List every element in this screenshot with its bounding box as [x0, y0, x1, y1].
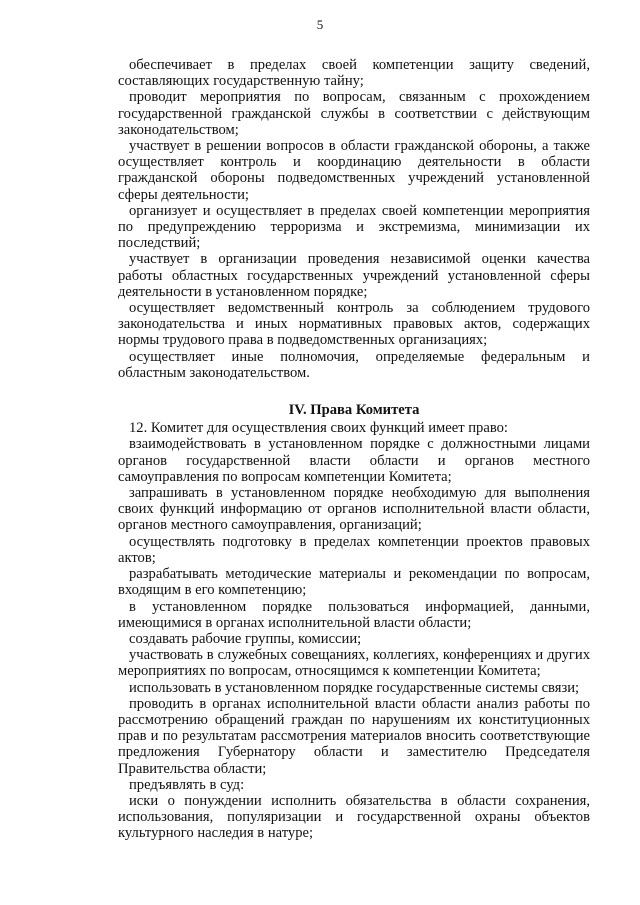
paragraph: разрабатывать методические материалы и рекомендации по вопросам, входящим в его компетенцию; — [118, 566, 590, 599]
paragraph: проводить в органах исполнительной власти области анализ работы по рассмотрению обращений граждан по нарушениям их конституционных прав и по результатам рассмотрения материалов вносить соответствующие предложения Губернатору области и заместителю Председателя Правительства области; — [118, 695, 590, 777]
paragraph: иски о понуждении исполнить обязательства в области сохранения, использования, популяризации и государственной охраны объектов культурного наследия в натуре; — [118, 792, 590, 842]
paragraph: осуществлять подготовку в пределах компетенции проектов правовых актов; — [118, 533, 590, 566]
paragraph: взаимодействовать в установленном порядке с должностными лицами органов государственной власти области и органов местного самоуправления по вопросам компетенции Комитета; — [118, 436, 590, 485]
section-heading: IV. Права Комитета — [288, 402, 420, 419]
paragraph: создавать рабочие группы, комиссии; — [129, 630, 362, 647]
paragraph: обеспечивает в пределах своей компетенции защиту сведений, составляющих государственную тайну; — [118, 57, 590, 90]
page-number: 5 — [316, 17, 324, 32]
document-body — [118, 57, 590, 842]
paragraph: 12. Комитет для осуществления своих функций имеет право: — [129, 420, 508, 437]
paragraph: в установленном порядке пользоваться информацией, данными, имеющимися в органах исполнительной власти области; — [118, 598, 590, 631]
paragraph: предъявлять в суд: — [129, 776, 245, 793]
paragraph: участвует в организации проведения независимой оценки качества работы областных государственных учреждений установленной сферы деятельности в установленном порядке; — [118, 251, 590, 300]
paragraph: участвовать в служебных совещаниях, коллегиях, конференциях и других мероприятиях по вопросам, относящимся к компетенции Комитета; — [118, 647, 590, 680]
paragraph: осуществляет ведомственный контроль за соблюдением трудового законодательства и иных нормативных правовых актов, содержащих нормы трудового права в подведомственных организациях; — [118, 300, 590, 349]
paragraph: организует и осуществляет в пределах своей компетенции мероприятия по предупреждению терроризма и экстремизма, минимизации их последствий; — [118, 202, 590, 252]
paragraph: запрашивать в установленном порядке необходимую для выполнения своих функций информацию от органов исполнительной власти области, органов местного самоуправления, организаций; — [118, 485, 590, 534]
paragraph: проводит мероприятия по вопросам, связанным с прохождением государственной гражданской службы в соответствии с действующим законодательством; — [118, 89, 590, 138]
paragraph: осуществляет иные полномочия, определяемые федеральным и областным законодательством. — [118, 348, 590, 381]
paragraph: использовать в установленном порядке государственные системы связи; — [129, 679, 580, 696]
paragraph: участвует в решении вопросов в области гражданской обороны, а также осуществляет контроль и координацию деятельности в области гражданской обороны подведомственных учреждений установленной сферы деятельности; — [118, 138, 590, 203]
